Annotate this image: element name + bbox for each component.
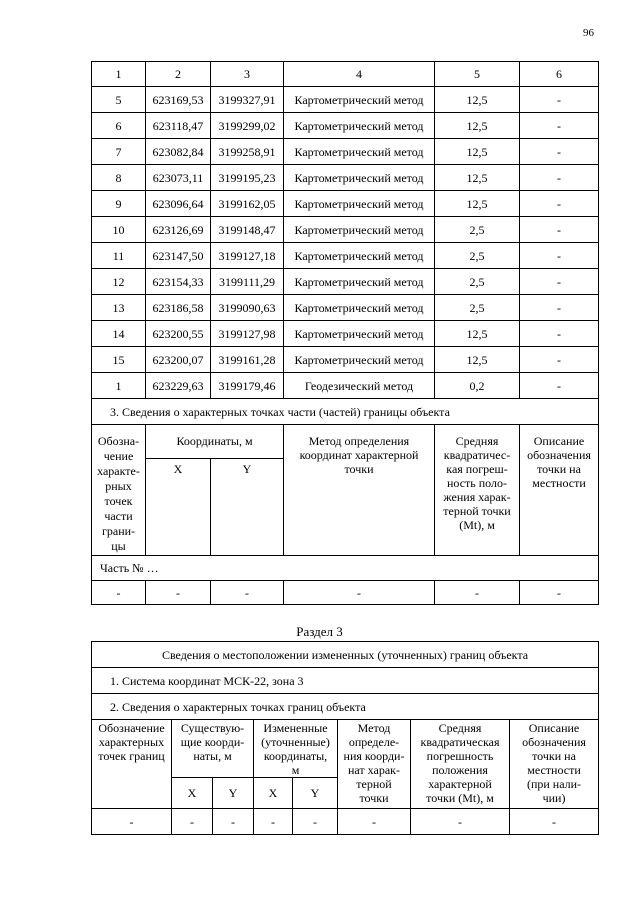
cell-method: Картометрический метод xyxy=(284,87,435,113)
page-number: 96 xyxy=(583,27,594,39)
cell-n: 8 xyxy=(92,165,146,191)
header-designation: Обозначение характерных точек границ xyxy=(92,720,172,809)
column-number: 5 xyxy=(435,62,520,87)
cell: - xyxy=(211,581,284,605)
cell: - xyxy=(172,809,213,835)
cell-y: 3199127,98 xyxy=(211,321,284,347)
header-designation: Обозна- чение характе- рных точек части грани- цы xyxy=(92,425,146,556)
table-row xyxy=(92,113,599,139)
cell-method: Геодезический метод xyxy=(284,373,435,399)
cell-desc: - xyxy=(520,191,599,217)
table-row xyxy=(92,809,599,835)
cell-x: 623229,63 xyxy=(146,373,211,399)
cell-n: 9 xyxy=(92,191,146,217)
header-method: Метод определе- ния коорди- нат харак- терной точки xyxy=(338,720,411,809)
boundary-points-table xyxy=(91,61,599,605)
cell-n: 15 xyxy=(92,347,146,373)
cell-method: Картометрический метод xyxy=(284,165,435,191)
section3-title-row xyxy=(92,399,599,425)
cell-y: 3199090,63 xyxy=(211,295,284,321)
column-number: 4 xyxy=(284,62,435,87)
table-title-row xyxy=(92,642,599,668)
cell: - xyxy=(338,809,411,835)
cell-x: 623096,64 xyxy=(146,191,211,217)
cell-desc: - xyxy=(520,321,599,347)
coord-system-row xyxy=(92,668,599,694)
coord-system: 1. Система координат МСК-22, зона 3 xyxy=(92,668,599,694)
cell-mt: 12,5 xyxy=(435,191,520,217)
header-existing: Существую- щие коорди- наты, м xyxy=(172,720,254,778)
cell-x: 623126,69 xyxy=(146,217,211,243)
cell-x: 623073,11 xyxy=(146,165,211,191)
cell-mt: 0,2 xyxy=(435,373,520,399)
cell-x: 623147,50 xyxy=(146,243,211,269)
cell-desc: - xyxy=(520,269,599,295)
table-row xyxy=(92,191,599,217)
table-row xyxy=(92,347,599,373)
cell: - xyxy=(254,809,293,835)
cell: - xyxy=(435,581,520,605)
cell-desc: - xyxy=(520,165,599,191)
cell-y: 3199162,05 xyxy=(211,191,284,217)
cell-n: 12 xyxy=(92,269,146,295)
column-number: 6 xyxy=(520,62,599,87)
cell-mt: 12,5 xyxy=(435,347,520,373)
cell: - xyxy=(510,809,599,835)
cell: - xyxy=(92,581,146,605)
header-x-changed: X xyxy=(254,778,293,809)
cell-x: 623200,55 xyxy=(146,321,211,347)
header-description: Описание обозначения точки на местности xyxy=(520,425,599,556)
cell-desc: - xyxy=(520,113,599,139)
cell-x: 623186,58 xyxy=(146,295,211,321)
cell-method: Картометрический метод xyxy=(284,295,435,321)
table-row xyxy=(92,217,599,243)
table-row xyxy=(92,243,599,269)
section-title: Раздел 3 xyxy=(296,624,343,639)
table-row xyxy=(92,165,599,191)
header-coordinates: Координаты, м xyxy=(146,425,284,459)
section3-header-row xyxy=(92,425,599,459)
cell-method: Картометрический метод xyxy=(284,139,435,165)
cell-desc: - xyxy=(520,347,599,373)
cell: - xyxy=(284,581,435,605)
cell-n: 5 xyxy=(92,87,146,113)
header-x: X xyxy=(146,459,211,556)
header-description: Описание обозначения точки на местности (при нали- чии) xyxy=(510,720,599,809)
table-title: Сведения о местоположении измененных (уточненных) границ объекта xyxy=(92,642,599,668)
cell-method: Картометрический метод xyxy=(284,113,435,139)
header-y: Y xyxy=(211,459,284,556)
cell-mt: 12,5 xyxy=(435,321,520,347)
cell-y: 3199111,29 xyxy=(211,269,284,295)
cell-y: 3199299,02 xyxy=(211,113,284,139)
cell-mt: 2,5 xyxy=(435,243,520,269)
section3-title: 3. Сведения о характерных точках части (частей) границы объекта xyxy=(92,399,599,425)
cell-n: 7 xyxy=(92,139,146,165)
cell-desc: - xyxy=(520,295,599,321)
cell: - xyxy=(213,809,254,835)
cell-n: 14 xyxy=(92,321,146,347)
cell-method: Картометрический метод xyxy=(284,321,435,347)
header-accuracy: Средняя квадратичес- кая погреш- ность поло- жения харак- терной точки (Mt), м xyxy=(435,425,520,556)
cell-x: 623154,33 xyxy=(146,269,211,295)
changed-boundaries-table xyxy=(91,641,599,835)
header-y-existing: Y xyxy=(213,778,254,809)
table-row xyxy=(92,139,599,165)
cell-n: 10 xyxy=(92,217,146,243)
cell-method: Картометрический метод xyxy=(284,191,435,217)
cell-mt: 12,5 xyxy=(435,165,520,191)
column-number: 1 xyxy=(92,62,146,87)
header-x-existing: X xyxy=(172,778,213,809)
cell-mt: 2,5 xyxy=(435,217,520,243)
cell-method: Картометрический метод xyxy=(284,347,435,373)
header-row xyxy=(92,720,599,778)
cell-n: 1 xyxy=(92,373,146,399)
cell-y: 3199179,46 xyxy=(211,373,284,399)
cell: - xyxy=(92,809,172,835)
table-row xyxy=(92,295,599,321)
cell-n: 13 xyxy=(92,295,146,321)
header-changed: Измененные (уточненные) координаты, м xyxy=(254,720,338,778)
part-label: Часть № … xyxy=(92,556,599,581)
header-y-changed: Y xyxy=(293,778,338,809)
cell-n: 6 xyxy=(92,113,146,139)
cell-desc: - xyxy=(520,217,599,243)
header-accuracy: Средняя квадратическая погрешность положения характерной точки (Mt), м xyxy=(411,720,510,809)
column-number-row xyxy=(92,62,599,87)
cell-desc: - xyxy=(520,373,599,399)
cell-y: 3199161,28 xyxy=(211,347,284,373)
cell-n: 11 xyxy=(92,243,146,269)
cell-y: 3199327,91 xyxy=(211,87,284,113)
cell-x: 623200,07 xyxy=(146,347,211,373)
cell-x: 623118,47 xyxy=(146,113,211,139)
points-title: 2. Сведения о характерных точках границ объекта xyxy=(92,694,599,720)
cell-desc: - xyxy=(520,243,599,269)
cell-mt: 12,5 xyxy=(435,139,520,165)
cell-desc: - xyxy=(520,139,599,165)
cell-desc: - xyxy=(520,87,599,113)
table-row xyxy=(92,321,599,347)
cell-method: Картометрический метод xyxy=(284,269,435,295)
table-row xyxy=(92,269,599,295)
column-number: 3 xyxy=(211,62,284,87)
cell-x: 623082,84 xyxy=(146,139,211,165)
cell: - xyxy=(520,581,599,605)
part-row xyxy=(92,556,599,581)
table-row xyxy=(92,581,599,605)
cell-mt: 2,5 xyxy=(435,269,520,295)
cell-x: 623169,53 xyxy=(146,87,211,113)
points-title-row xyxy=(92,694,599,720)
cell-y: 3199148,47 xyxy=(211,217,284,243)
cell: - xyxy=(293,809,338,835)
cell: - xyxy=(146,581,211,605)
cell: - xyxy=(411,809,510,835)
cell-mt: 2,5 xyxy=(435,295,520,321)
table-row xyxy=(92,87,599,113)
cell-y: 3199127,18 xyxy=(211,243,284,269)
table-row xyxy=(92,373,599,399)
cell-mt: 12,5 xyxy=(435,113,520,139)
cell-mt: 12,5 xyxy=(435,87,520,113)
cell-method: Картометрический метод xyxy=(284,243,435,269)
cell-method: Картометрический метод xyxy=(284,217,435,243)
column-number: 2 xyxy=(146,62,211,87)
cell-y: 3199258,91 xyxy=(211,139,284,165)
header-method: Метод определения координат характерной точки xyxy=(284,425,435,556)
cell-y: 3199195,23 xyxy=(211,165,284,191)
